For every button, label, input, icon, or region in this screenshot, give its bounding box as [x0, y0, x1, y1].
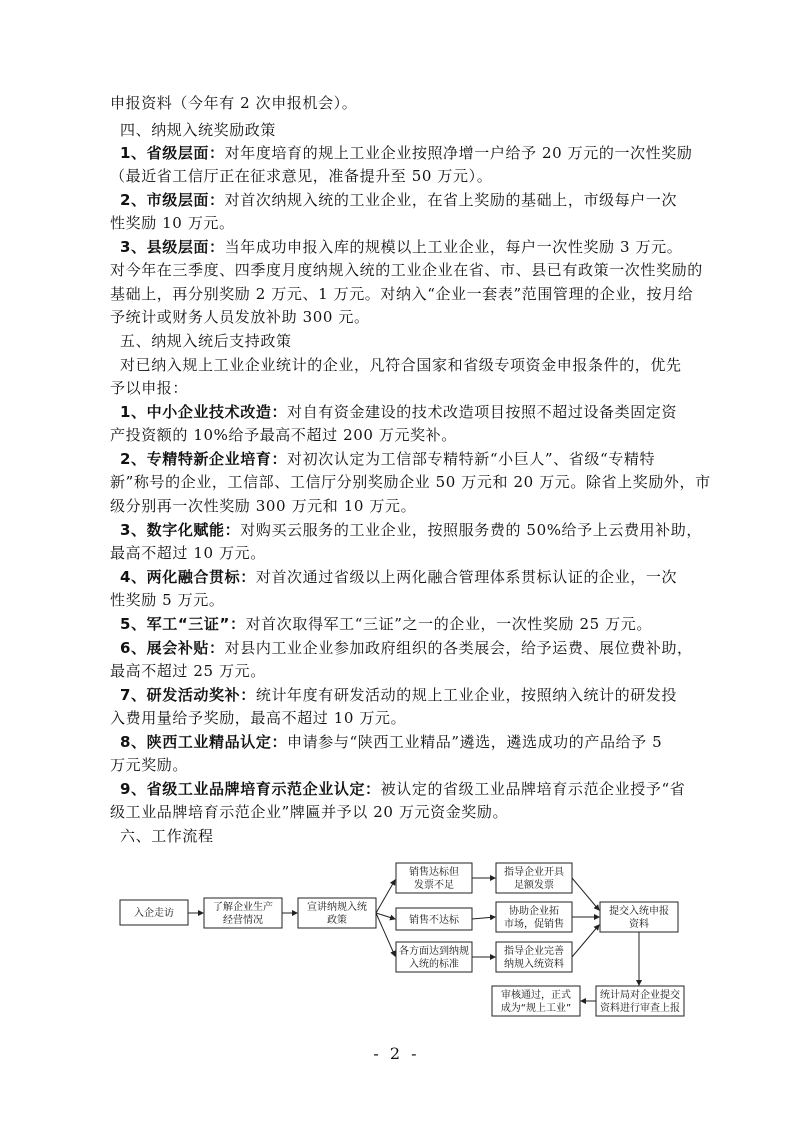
section-heading-5: 五、纳规入统后支持政策 — [120, 332, 292, 350]
paragraph-line — [120, 143, 700, 163]
item-label: 1、中小企业技术改造： — [120, 403, 288, 421]
flow-label: 统计局对企业提交 — [600, 990, 680, 1001]
item-text: 被认定的省级工业品牌培育示范企业授予“省 — [380, 780, 686, 798]
item-label: 2、专精特新企业培育： — [120, 450, 288, 468]
flow-arrow — [572, 878, 599, 910]
flow-label: 指导企业完善 — [504, 946, 564, 957]
item-text: 对购买云服务的工业企业，按照服务费的 50%给予上云费用补助， — [240, 521, 702, 539]
flow-label: 资料进行审查上报 — [600, 1003, 680, 1014]
item-label: 1、省级层面： — [120, 144, 225, 162]
paragraph-line — [120, 520, 700, 540]
paragraph-line: 基础上，再分别奖励 2 万元、1 万元。对纳入“企业一套表”范围管理的企业，按月给 — [110, 285, 694, 303]
item-text: 统计年度有研发活动的规上工业企业，按照纳入统计的研发投 — [255, 686, 678, 704]
item-text: 对县内工业企业参加政府组织的各类展会，给予运费、展位费补助， — [224, 639, 693, 657]
flow-label: 入企走访 — [134, 908, 174, 919]
flow-label: 资料 — [629, 919, 649, 930]
item-text: 对首次取得军工“三证”之一的企业，一次性奖励 25 万元。 — [245, 615, 652, 633]
paragraph-line: 级分别再一次性奖励 300 万元和 10 万元。 — [110, 497, 417, 515]
paragraph-line: 性奖励 10 万元。 — [110, 214, 235, 232]
paragraph-line — [120, 190, 700, 210]
paragraph-line: 级工业品牌培育示范企业”牌匾并予以 20 万元资金奖励。 — [110, 803, 509, 821]
item-label: 3、县级层面： — [120, 238, 225, 256]
flow-label: 提交入统申报 — [609, 906, 669, 917]
item-label: 8、陕西工业精品认定： — [120, 733, 288, 751]
flow-label: 纳规入统资料 — [504, 959, 564, 970]
item-label: 2、市级层面： — [120, 191, 225, 209]
paragraph-line — [120, 614, 700, 634]
item-label: 7、研发活动奖补： — [120, 686, 256, 704]
item-text: 对初次认定为工信部专精特新“小巨人”、省级“专精特 — [287, 450, 656, 468]
flow-label: 各方面达到纳规 — [399, 946, 469, 957]
flow-arrow — [376, 880, 395, 913]
page-number: - 2 - — [373, 1044, 420, 1063]
flow-label: 政策 — [327, 915, 347, 926]
flow-label: 了解企业生产 — [213, 902, 273, 913]
paragraph-line: 入费用量给予奖励，最高不超过 10 万元。 — [110, 709, 407, 727]
section-heading-6: 六、工作流程 — [120, 827, 214, 845]
flow-arrow — [376, 913, 395, 956]
paragraph-line — [120, 449, 700, 469]
paragraph-line — [120, 402, 700, 422]
item-label: 9、省级工业品牌培育示范企业认定： — [120, 780, 381, 798]
item-label: 4、两化融合贯标： — [120, 568, 256, 586]
item-text: 对首次纳规入统的工业企业，在省上奖励的基础上，市级每户一次 — [224, 191, 678, 209]
paragraph-line: 新”称号的企业，工信部、工信厅分别奖励企业 50 万元和 20 万元。除省上奖励外，市 — [110, 473, 711, 491]
paragraph-line — [120, 237, 700, 257]
paragraph-line — [120, 638, 700, 658]
paragraph-line: 最高不超过 10 万元。 — [110, 544, 266, 562]
flow-label: 入统的标准 — [409, 959, 459, 970]
section-heading-4: 四、纳规入统奖励政策 — [120, 121, 277, 139]
flow-label: 宣讲纳规入统 — [307, 902, 367, 913]
item-text: 对年度培育的规上工业企业按照净增一户给予 20 万元的一次性奖励 — [224, 144, 693, 162]
flow-label: 审核通过，正式 — [501, 990, 571, 1001]
flow-label: 协助企业拓 — [509, 906, 559, 917]
item-label: 6、展会补贴： — [120, 639, 225, 657]
item-label: 5、军工“三证”： — [120, 615, 246, 633]
flow-label: 足额发票 — [514, 880, 554, 891]
flow-label: 经营情况 — [223, 915, 263, 926]
paragraph-line — [120, 685, 700, 705]
flow-arrow — [472, 917, 495, 919]
flow-label: 指导企业开具 — [504, 867, 564, 878]
item-text: 对自有资金建设的技术改造项目按照不超过设备类固定资 — [287, 403, 678, 421]
item-text: 申请参与“陕西工业精品”遴选，遴选成功的产品给予 5 — [287, 733, 663, 751]
paragraph-line — [120, 779, 700, 799]
paragraph-line: 产投资额的 10%给予最高不超过 200 万元奖补。 — [110, 426, 457, 444]
item-text: 当年成功申报入库的规模以上工业企业，每户一次性奖励 3 万元。 — [224, 238, 683, 256]
flow-arrow — [572, 925, 599, 957]
paragraph-line: 万元奖励。 — [110, 756, 189, 774]
paragraph-line: 予以申报： — [110, 379, 189, 397]
paragraph-line: 对已纳入规上工业企业统计的企业，凡符合国家和省级专项资金申报条件的，优先 — [120, 356, 682, 374]
flow-label: 销售不达标 — [409, 915, 459, 926]
flow-label: 市场，促销售 — [504, 919, 564, 930]
paragraph-line: 性奖励 5 万元。 — [110, 591, 225, 609]
flow-label: 发票不足 — [414, 880, 454, 891]
flow-label: 销售达标但 — [409, 867, 459, 878]
paragraph-line: 最高不超过 25 万元。 — [110, 662, 266, 680]
paragraph-line — [120, 567, 700, 587]
paragraph-line — [120, 732, 700, 752]
paragraph-line: 申报资料（今年有 2 次申报机会）。 — [110, 94, 358, 112]
paragraph-line: 对今年在三季度、四季度月度纳规入统的工业企业在省、市、县已有政策一次性奖励的 — [110, 261, 703, 279]
flow-label: 成为“规上工业” — [500, 1003, 572, 1014]
paragraph-line: 予统计或财务人员发放补助 300 元。 — [110, 308, 370, 326]
item-label: 3、数字化赋能： — [120, 521, 241, 539]
flow-arrow — [376, 913, 395, 919]
item-text: 对首次通过省级以上两化融合管理体系贯标认证的企业，一次 — [255, 568, 678, 586]
workflow-diagram — [112, 850, 692, 1030]
paragraph-line: （最近省工信厅正在征求意见，准备提升至 50 万元）。 — [110, 167, 493, 185]
